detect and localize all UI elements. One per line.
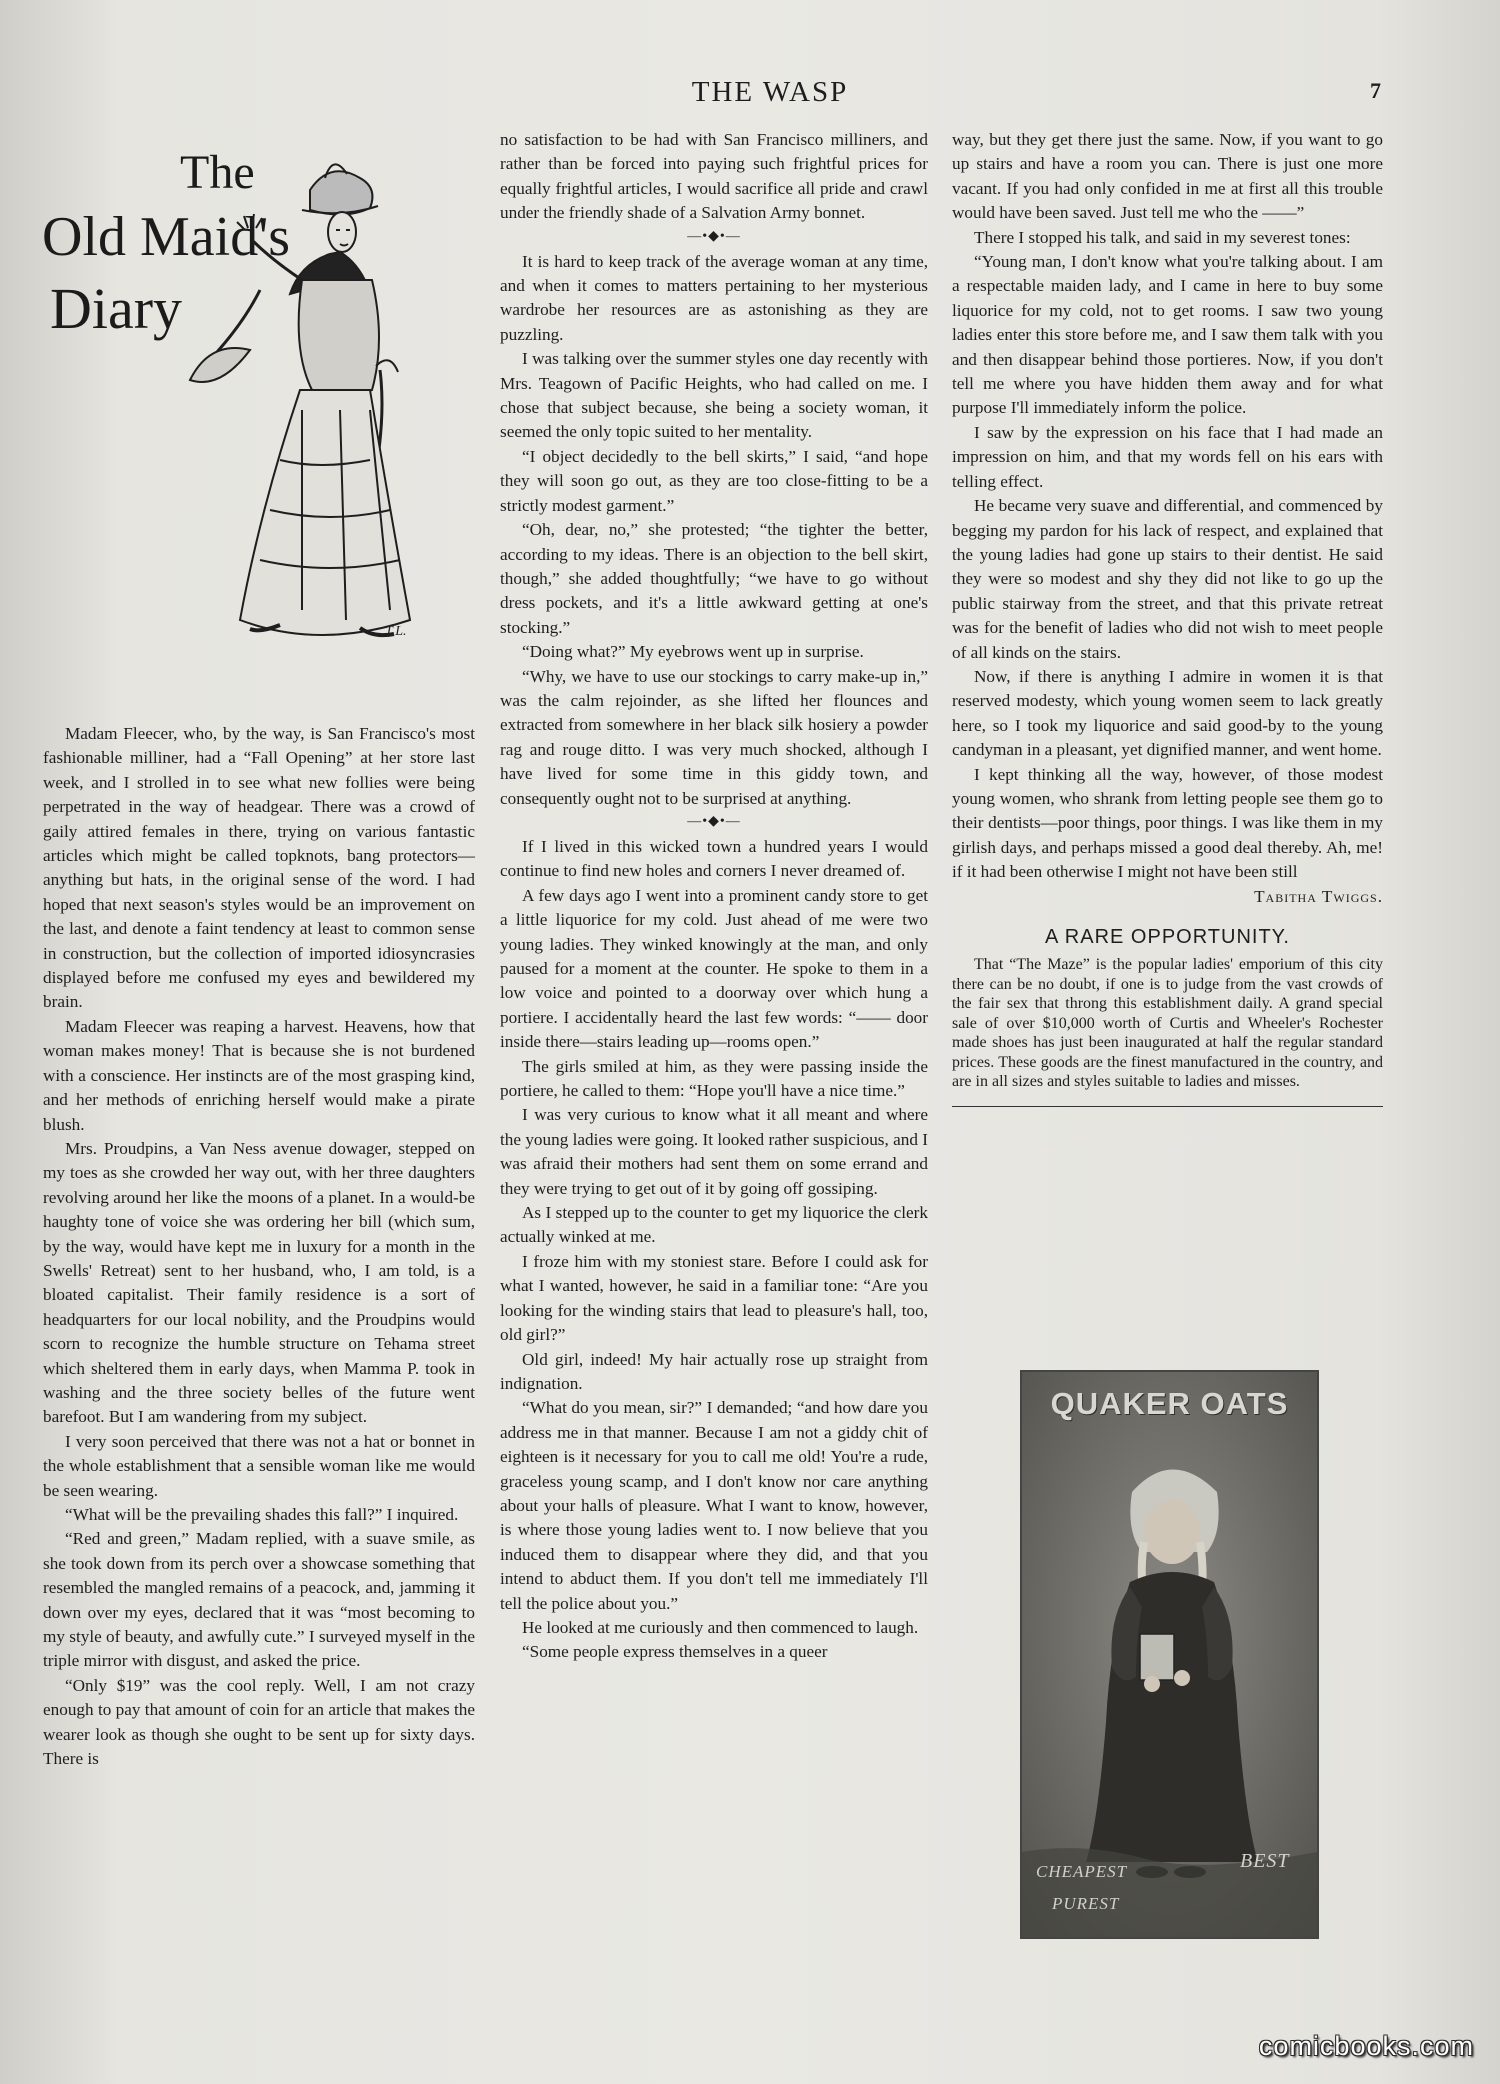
paragraph: I kept thinking all the way, however, of those modest young women, who shrank from letting people see them go to their dentists—poor things, poor things. I was like them in my girlish days, and perhaps missed a good deal thereby. Ah, me! if it had been otherwise I might not have been still <box>952 764 1383 882</box>
ad-word-best: BEST <box>1240 1850 1290 1872</box>
divider-rule <box>952 1106 1383 1107</box>
paragraph: He became very suave and differential, and commenced by begging my pardon for his lack of respect, and explained that the young ladies had gone up stairs to their dentist. He said they were so modest and shy they did not like to go up the public stairway from the street, and that this private retreat was for the benefit of ladies who did not wish to meet people of all kinds on the stairs. <box>952 496 1383 662</box>
paragraph: Old girl, indeed! My hair actually rose up straight from indignation. <box>500 1349 928 1393</box>
title-line-the: The <box>180 146 255 199</box>
paragraph: I froze him with my stoniest stare. Before I could ask for what I wanted, however, he said in a familiar tone: “Are you looking for the winding stairs that lead to pleasure's hall, too, old girl?” <box>500 1251 928 1345</box>
paragraph: It is hard to keep track of the average woman at any time, and when it comes to matters pertaining to her mysterious wardrobe her resources are as astonishing as they are puzzling. <box>500 251 928 344</box>
signature: Tabitha Twiggs. <box>1254 886 1383 906</box>
paragraph: “What do you mean, sir?” I demanded; “and how dare you address me in that manner. Because I am not a giddy chit of eighteen is it necessary for you to call me old! You're a rude, graceless young scamp, and I don't know nor care anything about your halls of pleasure. What I want to know, however, is where those young ladies went to. I now believe that you induced them to disappear where they did, and that you intend to abduct them. If you don't tell me immediately I'll tell the police about you.” <box>500 1398 928 1613</box>
title-illustration <box>40 130 440 690</box>
paragraph: no satisfaction to be had with San Francisco milliners, and rather than be forced into paying such frightful prices for equally frightful articles, I would sacrifice all pride and crawl under the friendly shade of a Salvation Army bonnet. <box>500 130 928 223</box>
paragraph: “Doing what?” My eyebrows went up in surprise. <box>522 642 864 662</box>
column-2 <box>500 128 928 1665</box>
page-number: 7 <box>1370 78 1381 103</box>
paragraph: “Red and green,” Madam replied, with a suave smile, as she took down from its perch over a showcase something that resembled the mangled remains of a peacock, and, jamming it down over my eyes, declared that it was “most becoming to my style of beauty, and awfully cute.” I surveyed myself in the triple mirror with disgust, and asked the price. <box>43 1529 475 1671</box>
paragraph: I was very curious to know what it all meant and where the young ladies were going. It looked rather suspicious, and I was afraid their mothers had sent them on some errand and they were trying to get out of it by going off gossiping. <box>500 1105 928 1198</box>
paragraph: That “The Maze” is the popular ladies' emporium of this city there can be no doubt, if one is to judge from the vast crowds of the fair sex that throng this establishment daily. A grand special sale of over $10,000 worth of Curtis and Wheeler's Rochester made shoes has just been inaugurated at half the regular standard prices. These goods are the finest manufactured in the country, and are in all sizes and styles suitable to ladies and misses. <box>952 956 1383 1091</box>
ad-word-purest: PUREST <box>1052 1894 1120 1913</box>
title-line-old-maids: Old Maid's <box>42 206 291 268</box>
paragraph: Mrs. Proudpins, a Van Ness avenue dowager, stepped on my toes as she crowded her way out, with her three daughters revolving around her like the moons of a planet. In a would-be haughty tone of voice she was ordering her bill (which sum, by the way, would have kept me in luxury for a month in the Swells' Retreat) sent to her husband, who, I am told, is a bloated capitalist. Their family residence is a sort of headquarters for our local nobility, and the Proudpins would scorn to recognize the humble structure on Tehama street which sheltered them in early days, when Mamma P. took in washing and the three society belles of the future went barefoot. But I am wandering from my subject. <box>43 1138 475 1427</box>
paragraph: A few days ago I went into a prominent candy store to get a little liquorice for my cold. Just ahead of me were two young ladies. They winked knowingly at the man, and only paused for a moment at the counter. He spoke to them in a low voice and pointed to a doorway over which hung a portiere. I accidentally heard the last few words: “—— door inside there—stairs leading up—rooms open.” <box>500 885 928 1052</box>
artist-initials: T.L. <box>385 624 407 639</box>
paragraph: I saw by the expression on his face that I had made an impression on him, and that my words fell on his ears with telling effect. <box>952 422 1383 491</box>
paragraph: way, but they get there just the same. Now, if you want to go up stairs and have a room you can. There is just one more vacant. If you had only confided in me at first all this trouble would have been saved. Just tell me who the ——” <box>952 130 1383 223</box>
paragraph: “Only $19” was the cool reply. Well, I am not crazy enough to pay that amount of coin for an article that makes the wearer look as though she ought to be sent up for sixty days. There is <box>43 1675 475 1769</box>
watermark: comicbooks.com <box>1258 2031 1474 2061</box>
ad-brand: QUAKER OATS <box>1050 1386 1289 1421</box>
rare-opportunity-notice <box>952 925 1383 1092</box>
paragraph: Now, if there is anything I admire in women it is that reserved modesty, which young women seem to lack greatly here, so I took my liquorice and said good-by to the young candyman in a pleasant, yet dignified manner, and went home. <box>952 666 1383 760</box>
paragraph: There I stopped his talk, and said in my severest tones: <box>974 227 1351 247</box>
ad-word-cheapest: CHEAPEST <box>1036 1862 1128 1881</box>
paragraph: “Some people express themselves in a queer <box>522 1642 828 1662</box>
signature-line <box>952 885 1383 909</box>
paragraph: If I lived in this wicked town a hundred years I would continue to find new holes and corners I never dreamed of. <box>500 836 928 881</box>
paragraph: The girls smiled at him, as they were passing inside the portiere, he called to them: “Hope you'll have a nice time.” <box>500 1056 928 1101</box>
paragraph: I very soon perceived that there was not a hat or bonnet in the whole establishment that a sensible woman like me would be seen wearing. <box>43 1431 475 1500</box>
paragraph: “What will be the prevailing shades this fall?” I inquired. <box>65 1505 459 1524</box>
title-line-diary: Diary <box>50 276 183 341</box>
paragraph: “Oh, dear, no,” she protested; “the tighter the better, according to my ideas. There is an objection to the bell skirt, though,” she added thoughtfully; “we have to go without dress pockets, and it's a little awkward getting at one's stocking.” <box>500 520 928 637</box>
paragraph: “I object decidedly to the bell skirts,” I said, “and hope they will soon go out, as they are too close-fitting to be a strictly modest garment.” <box>500 446 928 515</box>
quaker-oats-advertisement <box>1020 1370 1319 1939</box>
paragraph: As I stepped up to the counter to get my liquorice the clerk actually winked at me. <box>500 1203 928 1247</box>
notice-heading: A RARE OPPORTUNITY. <box>1045 926 1290 948</box>
paragraph: Madam Fleecer, who, by the way, is San Francisco's most fashionable milliner, had a “Fall Opening” at her store last week, and I strolled in to see what new follies were being perpetrated in the way of headgear. There was a crowd of gaily attired females in there, trying on various fantastic articles which might be called topknots, bang protectors—anything but hats, in the original sense of the word. I had hoped that next season's styles would be an improvement on the last, and denote a faint tendency at least to common sense in construction, but the collection of imported idiosyncrasies displayed before me confused my eyes and bewildered my brain. <box>43 724 475 1012</box>
column-1 <box>43 722 475 1771</box>
old-maid-drawing <box>40 130 440 690</box>
section-divider: —•◆•— <box>687 228 741 244</box>
column-3 <box>952 128 1383 1107</box>
section-divider: —•◆•— <box>687 813 741 829</box>
paragraph: I was talking over the summer styles one day recently with Mrs. Teagown of Pacific Heights, who had called on me. I chose that subject because, she being a society woman, it seemed the only topic suited to her mentality. <box>500 349 928 442</box>
paragraph: “Young man, I don't know what you're talking about. I am a respectable maiden lady, and I came in here to buy some liquorice for my cold, not to get rooms. I saw two young ladies enter this store before me, and I saw them talk with you and then disappear behind those portieres. Now, if you don't tell me where you have hidden them away and for what purpose I'll immediately inform the police. <box>952 252 1383 418</box>
masthead: THE WASP <box>691 76 849 108</box>
paragraph: “Why, we have to use our stockings to carry make-up in,” was the calm rejoinder, as she lifted her flounces and extracted from somewhere in her black silk hosiery a powder rag and rouge ditto. I was very much shocked, although I have lived for some time in this giddy town, and consequently ought not to be surprised at anything. <box>500 666 928 808</box>
paragraph: He looked at me curiously and then commenced to laugh. <box>522 1617 919 1637</box>
paragraph: Madam Fleecer was reaping a harvest. Heavens, how that woman makes money! That is because she is not burdened with a conscience. Her instincts are of the most grasping kind, and her methods of enriching herself would make a pirate blush. <box>43 1016 475 1134</box>
